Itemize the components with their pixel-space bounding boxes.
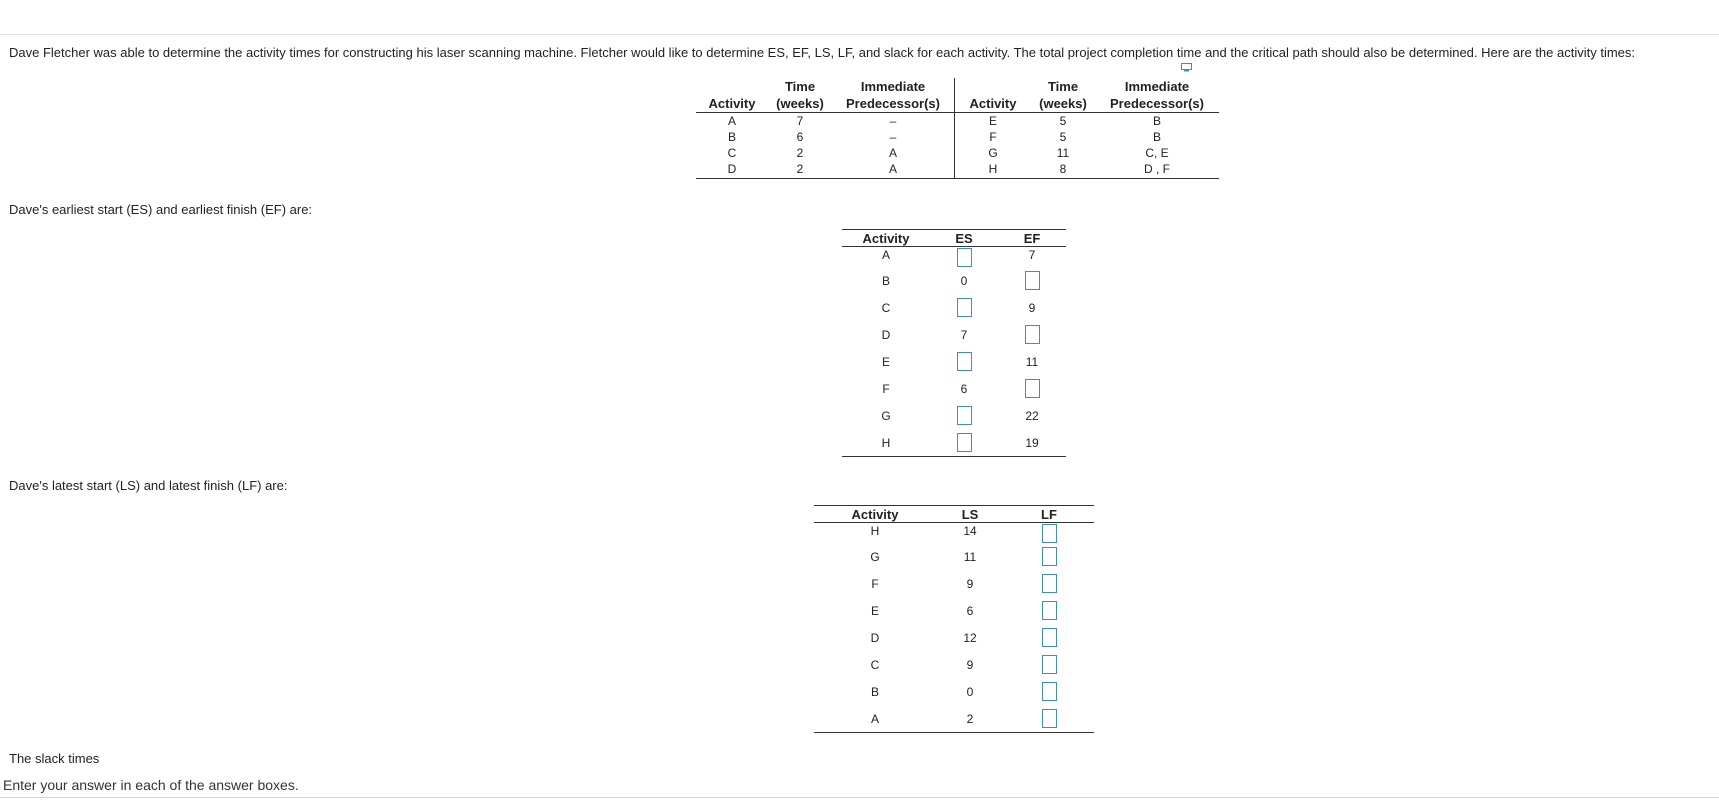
time-cell: 5 xyxy=(1059,130,1067,144)
answer-input-box[interactable] xyxy=(957,433,972,452)
activity-cell: C xyxy=(727,146,737,160)
ls-cell: 6 xyxy=(966,603,974,618)
table-row xyxy=(814,543,1094,570)
table-row xyxy=(814,570,1094,597)
ef-cell: 11 xyxy=(1025,354,1039,369)
activity-cell: E xyxy=(881,354,890,369)
ef-cell: 9 xyxy=(1028,300,1036,315)
activity-cell: A xyxy=(727,114,736,128)
activity-header: Activity xyxy=(955,95,1032,113)
ef-cell: 7 xyxy=(1028,248,1036,262)
predecessors-header: Predecessor(s) xyxy=(832,95,955,113)
time-cell: 7 xyxy=(796,114,804,128)
lf-cell-answer xyxy=(1004,624,1094,651)
table-row xyxy=(842,402,1066,429)
es-cell: 0 xyxy=(960,273,968,288)
activity-cell: H xyxy=(870,524,880,538)
answer-input-box[interactable] xyxy=(1042,524,1057,543)
answer-input-box[interactable] xyxy=(1042,628,1057,647)
answer-input-box[interactable] xyxy=(957,406,972,425)
activity-cell: E xyxy=(870,603,879,618)
lf-cell-answer xyxy=(1004,523,1094,544)
activity-cell: D xyxy=(881,327,891,342)
table-row xyxy=(842,429,1066,457)
es-ef-table xyxy=(842,229,1066,457)
activity-cell: D xyxy=(696,161,768,179)
ef-cell-answer xyxy=(998,321,1066,348)
activity-times-table xyxy=(696,78,1219,179)
activity-cell: A xyxy=(881,248,890,262)
top-divider xyxy=(0,34,1719,35)
ls-cell: 0 xyxy=(966,684,974,699)
time-cell: 8 xyxy=(1031,161,1095,179)
ef-cell: 22 xyxy=(1025,408,1039,423)
table-row xyxy=(842,267,1066,294)
table-row xyxy=(842,375,1066,402)
answer-input-box[interactable] xyxy=(1025,325,1040,344)
ls-cell: 14 xyxy=(963,524,977,538)
lf-cell-answer xyxy=(1004,678,1094,705)
answer-instruction: Enter your answer in each of the answer boxes. xyxy=(3,777,299,793)
ef-cell-answer xyxy=(998,375,1066,402)
table-row xyxy=(696,129,1219,145)
ls-lf-table xyxy=(814,505,1094,733)
es-cell-answer xyxy=(930,429,998,457)
activity-cell: F xyxy=(955,129,1032,145)
answer-input-box[interactable] xyxy=(957,298,972,317)
activity-cell: F xyxy=(871,576,879,591)
predecessor-cell: C, E xyxy=(1145,146,1169,160)
answer-input-box[interactable] xyxy=(1042,709,1057,728)
es-cell-answer xyxy=(930,294,998,321)
answer-input-box[interactable] xyxy=(957,352,972,371)
predecessor-cell: D , F xyxy=(1095,161,1219,179)
lf-cell-answer xyxy=(1004,597,1094,624)
es-cell: 6 xyxy=(960,381,968,396)
table-row xyxy=(842,321,1066,348)
ls-cell: 11 xyxy=(963,549,977,564)
es-cell-answer xyxy=(930,348,998,375)
table-row xyxy=(814,624,1094,651)
table-row xyxy=(814,523,1094,544)
activity-cell: G xyxy=(870,549,880,564)
activity-cell: G xyxy=(955,145,1032,161)
activity-cell: H xyxy=(842,429,930,457)
time-cell: 5 xyxy=(1059,114,1067,128)
predecessor-header: Immediate xyxy=(860,79,926,94)
activity-cell: C xyxy=(870,657,880,672)
predecessor-cell: B xyxy=(1152,130,1161,144)
es-cell-answer xyxy=(930,247,998,268)
answer-input-box[interactable] xyxy=(957,248,972,267)
ls-cell: 9 xyxy=(966,657,974,672)
es-cell-answer xyxy=(930,402,998,429)
table-row xyxy=(696,113,1219,130)
activity-cell: D xyxy=(870,630,880,645)
lf-cell-answer xyxy=(1004,651,1094,678)
activity-cell: E xyxy=(955,113,1032,130)
es-header: ES xyxy=(930,230,998,247)
table-row xyxy=(842,294,1066,321)
lf-cell-answer xyxy=(1004,705,1094,733)
activity-cell: G xyxy=(881,408,891,423)
answer-input-box[interactable] xyxy=(1042,574,1057,593)
ls-cell: 2 xyxy=(936,705,1004,733)
predecessor-cell: – xyxy=(889,130,897,144)
table-row xyxy=(842,247,1066,268)
table-row xyxy=(696,145,1219,161)
table-row xyxy=(814,678,1094,705)
slack-prompt-cutoff: The slack times xyxy=(9,751,100,766)
activity-cell: C xyxy=(881,300,891,315)
table-row xyxy=(814,651,1094,678)
answer-input-box[interactable] xyxy=(1025,379,1040,398)
ef-header: EF xyxy=(998,230,1066,247)
popout-icon[interactable] xyxy=(1181,63,1192,72)
activity-cell: B xyxy=(727,130,736,144)
predecessor-cell: – xyxy=(889,114,897,128)
time-header: Time xyxy=(1047,79,1079,94)
activity-header: Activity xyxy=(842,230,930,247)
es-ef-prompt: Dave's earliest start (ES) and earliest finish (EF) are: xyxy=(9,202,313,217)
ef-cell-answer xyxy=(998,267,1066,294)
time-cell: 6 xyxy=(796,130,804,144)
ls-header: LS xyxy=(936,506,1004,523)
activity-cell: B xyxy=(881,273,890,288)
table-row xyxy=(696,161,1219,179)
predecessor-cell: A xyxy=(888,146,897,160)
ls-cell: 12 xyxy=(963,630,977,645)
answer-input-box[interactable] xyxy=(1042,655,1057,674)
predecessor-cell: A xyxy=(832,161,955,179)
activity-cell: B xyxy=(870,684,879,699)
activity-header: Activity xyxy=(696,95,768,113)
predecessor-header: Immediate xyxy=(1124,79,1190,94)
predecessors-header: Predecessor(s) xyxy=(1095,95,1219,113)
es-cell: 7 xyxy=(960,327,968,342)
time-cell: 2 xyxy=(768,161,832,179)
answer-input-box[interactable] xyxy=(1042,601,1057,620)
lf-cell-answer xyxy=(1004,543,1094,570)
activity-cell: H xyxy=(955,161,1032,179)
lf-header: LF xyxy=(1004,506,1094,523)
time-cell: 2 xyxy=(796,146,804,160)
answer-input-box[interactable] xyxy=(1025,271,1040,290)
activity-header: Activity xyxy=(814,506,936,523)
answer-input-box[interactable] xyxy=(1042,682,1057,701)
lf-cell-answer xyxy=(1004,570,1094,597)
answer-input-box[interactable] xyxy=(1042,547,1057,566)
footer-divider xyxy=(0,797,1719,798)
ls-cell: 9 xyxy=(966,576,974,591)
table-row xyxy=(814,705,1094,733)
ef-cell: 19 xyxy=(998,429,1066,457)
ls-lf-prompt: Dave's latest start (LS) and latest finish (LF) are: xyxy=(9,478,288,493)
weeks-header: (weeks) xyxy=(1031,95,1095,113)
activity-cell: A xyxy=(814,705,936,733)
question-text: Dave Fletcher was able to determine the activity times for constructing his laser scanning machine. Fletcher would like to determine ES, EF, LS, LF, and slack for each activity. The total project completion time and the critical path should also be determined. Here are the activity times: xyxy=(9,45,1636,60)
time-cell: 11 xyxy=(1056,146,1070,160)
weeks-header: (weeks) xyxy=(768,95,832,113)
table-row xyxy=(842,348,1066,375)
table-row xyxy=(814,597,1094,624)
activity-cell: F xyxy=(882,381,890,396)
time-header: Time xyxy=(784,79,816,94)
predecessor-cell: B xyxy=(1152,114,1161,128)
